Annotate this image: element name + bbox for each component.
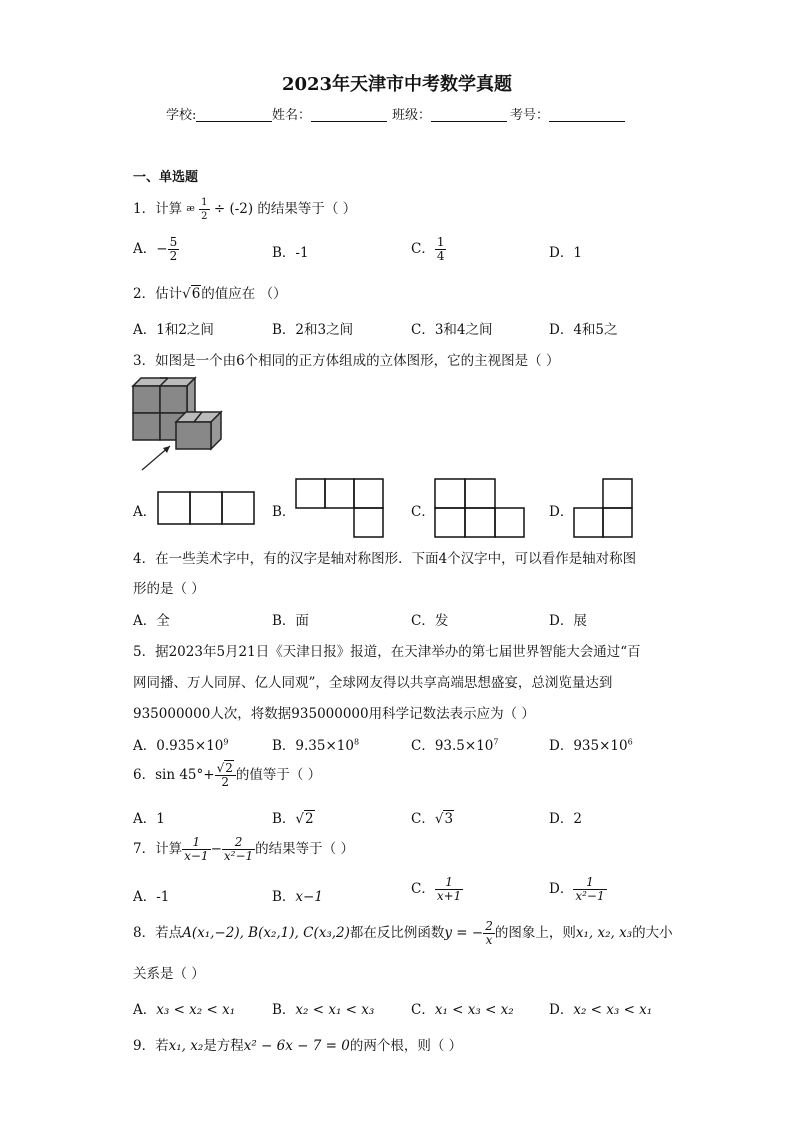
question-5-line-3: 935000000人次，将数据935000000用科学记数法表示应为（ ）: [133, 706, 535, 722]
q8-option-c[interactable]: C．x₁ < x₃ < x₂: [411, 1002, 514, 1018]
q3-option-a-figure[interactable]: [157, 491, 257, 525]
q6-option-a[interactable]: A．1: [133, 811, 165, 827]
exam-number-blank[interactable]: [549, 107, 625, 122]
q1-fraction: $\frac{1}{2}$: [201, 197, 208, 222]
question-4-line-1: 4．在一些美术字中，有的汉字是轴对称图形．下面4个汉字中，可以看作是轴对称图: [133, 551, 637, 567]
question-8-line-2: 关系是（ ）: [133, 966, 205, 982]
q2-option-d[interactable]: D．4和5之: [549, 322, 618, 338]
q4-option-c[interactable]: C．发: [411, 613, 449, 629]
q2-option-c[interactable]: C．3和4之间: [411, 322, 493, 338]
section-heading: 一、单选题: [133, 170, 199, 185]
q2-option-a[interactable]: A．1和2之间: [133, 322, 214, 338]
question-8-line-1: 8．若点A(x₁,−2), B(x₂,1), C(x₃,2)都在反比例函数y = − $\frac{2}{x}$ 的图象上，则x₁, x₂, x₃的大小: [133, 919, 673, 947]
q6-option-c[interactable]: C．√3: [411, 811, 454, 827]
q4-option-a[interactable]: A．全: [133, 613, 170, 629]
q8-option-d[interactable]: D．x₂ < x₃ < x₁: [549, 1002, 653, 1018]
class-label: 班级：: [392, 104, 507, 123]
school-blank[interactable]: [196, 107, 272, 122]
q1-option-b[interactable]: B．-1: [272, 245, 309, 261]
q1-neg: (-2): [229, 201, 254, 217]
q8-option-a[interactable]: A．x₃ < x₂ < x₁: [133, 1002, 236, 1018]
q3-option-b-label[interactable]: B．: [272, 504, 296, 520]
question-1: 1．计算 æ $\frac{1}{2}$ ÷ (-2) 的结果等于（ ）: [133, 197, 357, 222]
q4-option-b[interactable]: B．面: [272, 613, 309, 629]
page-title: 2023年天津市中考数学真题: [281, 74, 513, 95]
q1-bracket: æ: [186, 204, 195, 214]
q3-option-b-figure[interactable]: [295, 478, 385, 538]
name-label: 姓名：: [272, 104, 387, 123]
question-5-line-1: 5．据2023年5月21日《天津日报》报道，在天津举办的第七届世界智能大会通过“百: [133, 644, 641, 660]
q1-option-a[interactable]: A．− $\frac{5}{2}$: [133, 235, 178, 263]
q3-option-c-label[interactable]: C．: [411, 504, 435, 520]
q8-option-b[interactable]: B．x₂ < x₁ < x₃: [272, 1002, 375, 1018]
school-label: 学校:: [166, 104, 272, 123]
question-9: 9．若x₁, x₂是方程x² − 6x − 7 = 0的两个根，则（ ）: [133, 1038, 463, 1054]
q7-option-d[interactable]: D． $\frac{1}{\text{x²−1}}$: [549, 875, 605, 903]
q6-option-b[interactable]: B．√2: [272, 811, 314, 827]
q5-option-c[interactable]: C．$93.5\times 10^7$: [411, 737, 499, 754]
q5-option-b[interactable]: B．$9.35\times 10^8$: [272, 737, 360, 754]
q2-option-b[interactable]: B．2和3之间: [272, 322, 354, 338]
q1-option-c[interactable]: C． $\frac{1}{4}$: [411, 235, 445, 263]
name-blank[interactable]: [311, 107, 387, 122]
q7-option-a[interactable]: A．-1: [133, 889, 170, 905]
question-2: 2．估计√6的值应在 （）: [133, 286, 287, 302]
question-3: 3．如图是一个由6个相同的正方体组成的立体图形，它的主视图是（ ）: [133, 353, 560, 369]
q3-option-c-figure[interactable]: [434, 478, 526, 538]
q5-option-d[interactable]: D．$935\times 10^6$: [549, 737, 633, 754]
q3-option-d-figure[interactable]: [573, 478, 635, 538]
cube-solid-figure: [128, 376, 228, 472]
question-6: 6．sin 45°+ $\frac{√2}{2}$ 的值等于（ ）: [133, 761, 322, 789]
q1-divide: ÷: [213, 201, 226, 217]
q4-option-d[interactable]: D．展: [549, 613, 587, 629]
class-blank[interactable]: [431, 107, 507, 122]
q1-option-d[interactable]: D．1: [549, 245, 582, 261]
q3-option-a-label[interactable]: A．: [133, 504, 157, 520]
q6-option-d[interactable]: D．2: [549, 811, 582, 827]
q3-option-d-label[interactable]: D．: [549, 504, 574, 520]
exam-number-label: 考号：: [510, 104, 625, 123]
question-5-line-2: 网同播、万人同屏、亿人同观”，全球网友得以共享高端思想盛宴，总浏览量达到: [133, 675, 613, 691]
question-7: 7．计算 $\frac{1}{x-1}$ − $\frac{2}{\text{x²−1}}$ 的结果等于（ ）: [133, 835, 354, 863]
q7-option-b[interactable]: B．x−1: [272, 889, 323, 905]
question-4-line-2: 形的是（ ）: [133, 581, 205, 597]
q7-option-c[interactable]: C． $\frac{1}{x+1}$: [411, 875, 462, 903]
q5-option-a[interactable]: A．$0.935\times 10^9$: [133, 737, 229, 754]
